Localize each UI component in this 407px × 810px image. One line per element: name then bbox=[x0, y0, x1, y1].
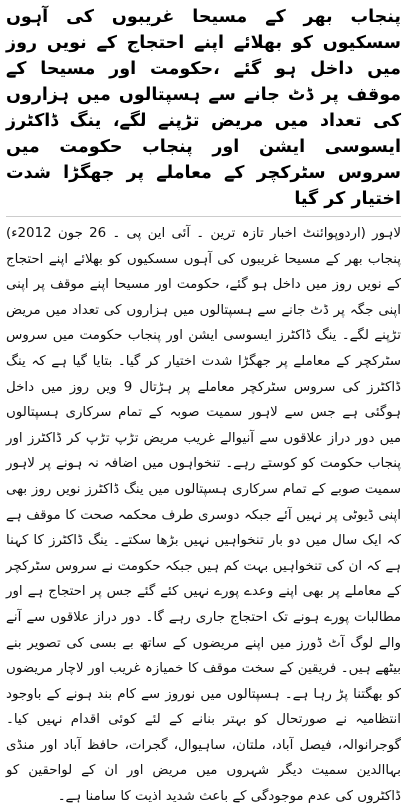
article-body: لاہور (اردوپوائنٹ اخبار تازہ ترین ۔ آئی این پی ۔ 26 جون 2012ء) پنجاب بھر کے مسیحا غریبوں کی آہوں سسکیوں کو بھلائے اپنے احتجاج کے نویں روز میں داخل ہو گئے، حکومت اور مسیحا اپنے موقف پر اپنی اپنی جگہ پر ڈٹ جانے سے ہسپتالوں میں ہزاروں کی تعداد میں مریض تڑپنے لگے۔ ینگ ڈاکٹرز ایسوسی ایشن اور پنجاب حکومت میں سروس سٹرکچر کے معاملے پر جھگڑا شدت اختیار کر گیا۔ بتایا گیا ہے کہ ینگ ڈاکٹرز کی سروس سٹرکچر معاملے پر ہڑتال 9 ویں روز میں داخل ہوگئی ہے جس سے لاہور سمیت صوبہ کے تمام سرکاری ہسپتالوں میں دور دراز علاقوں سے آنیوالے غریب مریض تڑپ تڑپ کر ڈاکٹرز اور پنجاب حکومت کو کوستے رہے۔ تنخواہوں میں اضافہ نہ ہونے پر لاہور سمیت صوبے کے تمام سرکاری ہسپتالوں میں ینگ ڈاکٹرز نویں روز بھی اپنی ڈیوٹی پر نہیں آئے جبکہ دوسری طرف محکمہ صحت کا موقف ہے کہ ایک سال میں دو بار تنخواہیں نہیں بڑھا سکتے۔ ینگ ڈاکٹرز کا کہنا ہے کہ ان کی تنخواہیں بہت کم ہیں جبکہ حکومت نے سروس سٹرکچر کے معاملے پر بھی اپنے وعدے پورے نہیں کئے گئے جس پر احتجاج ہے اور مطالبات پورے ہونے تک احتجاج جاری رہے گا۔ دور دراز علاقوں سے آنے والے لوگ آٹ ڈورز میں اپنے مریضوں کے ساتھ بے بسی کی تصویر بنے بیٹھے ہیں۔ فریقین کے سخت موقف کا خمیازہ غریب اور لاچار مریضوں کو بھگتنا پڑ رہا ہے۔ ہسپتالوں میں نوروز سے کام بند ہونے کے باوجود انتظامیہ نے صورتحال کو بہتر بنانے کے لئے کوئی اقدام نہیں کیا۔ گوجرانوالہ، فیصل آباد، ملتان، ساہیوال، گجرات، حافظ آباد اور منڈی بہاالدین سمیت دیگر شہروں میں مریض اور ان کے لواحقین کو ڈاکٹروں کی عدم موجودگی کے باعث شدید اذیت کا سامنا ہے۔ bbox=[6, 226, 402, 805]
article-headline: پنجاب بھر کے مسیحا غریبوں کی آہوں سسکیوں کو بھلائے اپنے احتجاج کے نویں روز میں داخل ہو گئے ،حکومت اور مسیحا کے موقف پر ڈٹ جانے سے ہسپتالوں میں ہزاروں کی تعداد میں مریض تڑپنے لگے، ینگ ڈاکٹرز ایسوسی ایشن اور پنجاب حکومت میں سروس سٹرکچر کے معاملے پر جھگڑا شدت اختیار کر گیا bbox=[6, 7, 401, 209]
headline-divider bbox=[6, 216, 401, 217]
